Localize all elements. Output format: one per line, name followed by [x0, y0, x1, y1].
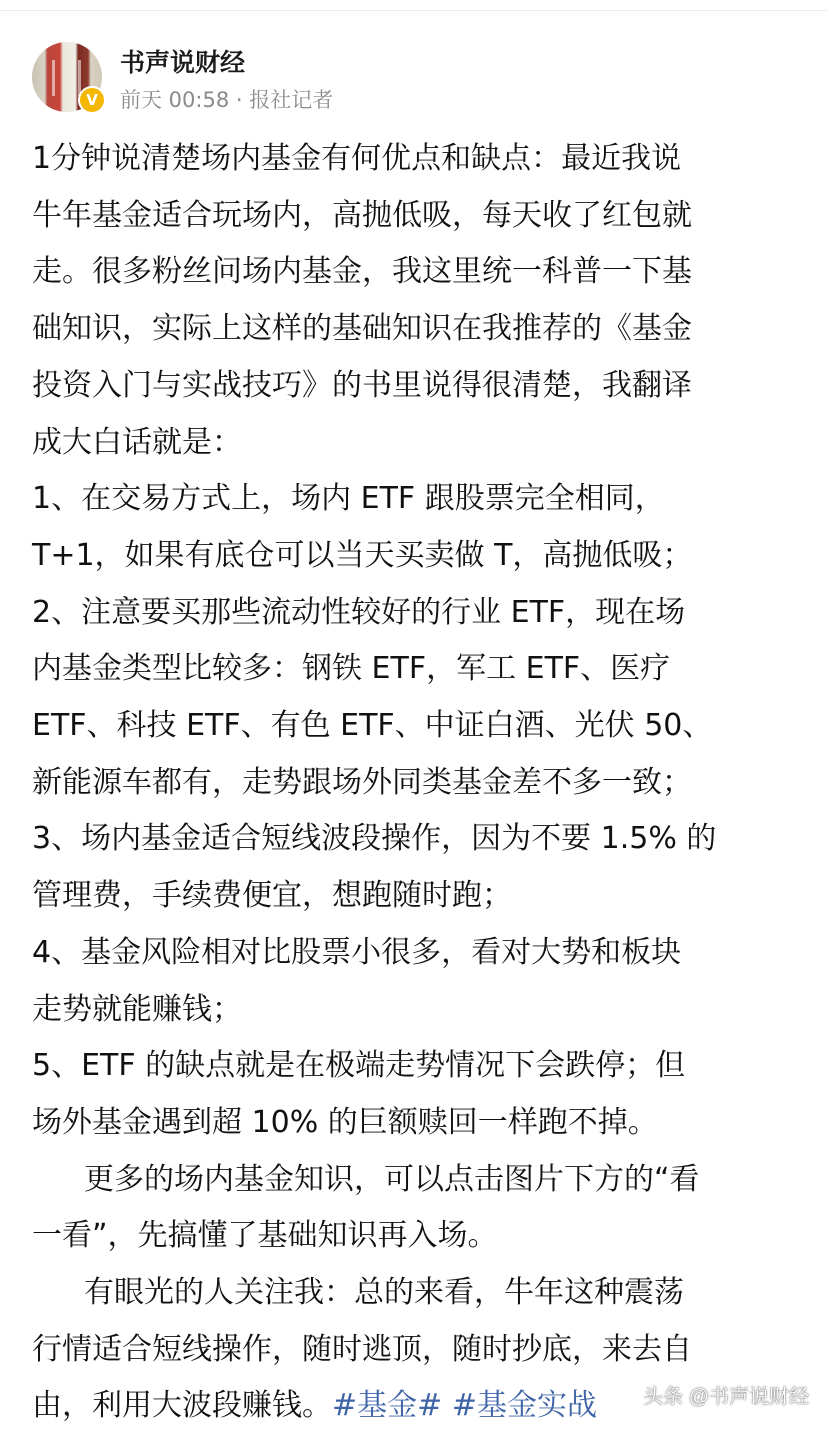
- avatar-book-spine: [52, 60, 55, 96]
- body-line: 础知识，实际上这样的基础知识在我推荐的《基金: [32, 311, 692, 347]
- body-line: 走。很多粉丝问场内基金，我这里统一科普一下基: [32, 254, 692, 290]
- post-body: [32, 131, 802, 1435]
- body-line: 场外基金遇到超 10% 的巨额赎回一样跑不掉。: [32, 1104, 658, 1140]
- body-line: 管理费，手续费便宜，想跑随时跑；: [32, 878, 512, 914]
- body-line: 牛年基金适合玩场内，高抛低吸，每天收了红包就: [32, 197, 692, 233]
- body-line: 4、基金风险相对比股票小很多，看对大势和板块: [32, 934, 682, 970]
- body-line: 内基金类型比较多：钢铁 ETF，军工 ETF、医疗: [32, 651, 671, 687]
- body-line: 行情适合短线操作，随时逃顶，随时抄底，来去自: [32, 1331, 692, 1367]
- body-line: 3、场内基金适合短线波段操作，因为不要 1.5% 的: [32, 821, 717, 857]
- body-line: 由，利用大波段赚钱。: [32, 1388, 332, 1424]
- body-line: 有眼光的人关注我：总的来看，牛年这种震荡: [84, 1275, 684, 1311]
- body-line: 5、ETF 的缺点就是在极端走势情况下会跌停；但: [32, 1048, 686, 1084]
- post-subline: [120, 84, 333, 116]
- body-line: 2、注意要买那些流动性较好的行业 ETF，现在场: [32, 594, 686, 630]
- hashtag-fund[interactable]: #基金#: [332, 1388, 443, 1424]
- meta-separator: ·: [235, 88, 243, 112]
- body-line: 一看”，先搞懂了基础知识再入场。: [32, 1218, 498, 1254]
- author-name[interactable]: 书声说财经: [120, 48, 246, 77]
- body-line: 投资入门与实战技巧》的书里说得很清楚，我翻译: [32, 367, 692, 403]
- hashtag-fund-practice[interactable]: #基金实战: [451, 1388, 597, 1424]
- body-line: 新能源车都有，走势跟场外同类基金差不多一致；: [32, 764, 692, 800]
- author-avatar-wrapper[interactable]: [32, 42, 102, 112]
- body-line: 成大白话就是：: [32, 424, 242, 460]
- body-line: ETF、科技 ETF、有色 ETF、中证白酒、光伏 50、: [32, 708, 713, 744]
- top-divider: [0, 10, 827, 11]
- platform-watermark: 头条 @书声说财经: [643, 1386, 809, 1408]
- tag-separator: [442, 1388, 452, 1423]
- author-meta: [120, 42, 333, 116]
- body-line: 1分钟说清楚场内基金有何优点和缺点：最近我说: [32, 141, 682, 176]
- body-line: 走势就能赚钱；: [32, 991, 242, 1027]
- body-line: 更多的场内基金知识，可以点击图片下方的“看: [84, 1161, 700, 1197]
- post-time: 前天 00:58: [120, 88, 230, 112]
- body-line: T+1，如果有底仓可以当天买卖做 T，高抛低吸；: [32, 537, 693, 573]
- body-line: 1、在交易方式上，场内 ETF 跟股票完全相同，: [32, 481, 665, 517]
- post-header: [32, 42, 333, 122]
- verified-badge-icon: V: [78, 86, 106, 114]
- author-role: 报社记者: [249, 88, 334, 112]
